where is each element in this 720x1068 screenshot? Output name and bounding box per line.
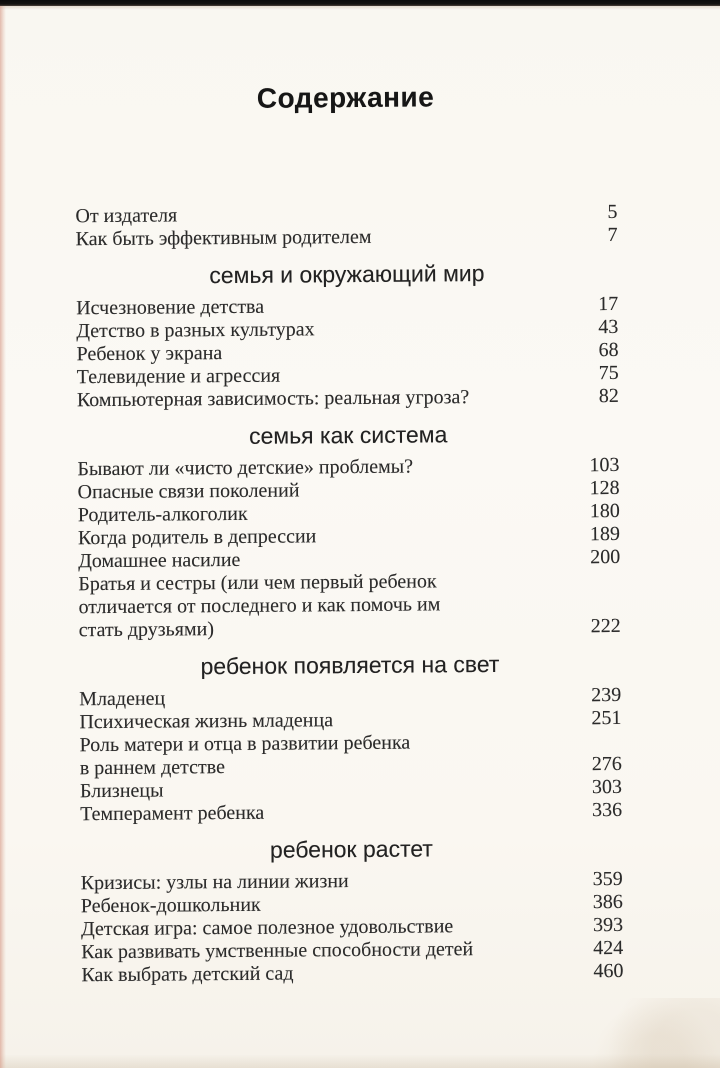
toc-entry-title <box>76 224 556 251</box>
toc-section-heading: ребенок растет <box>269 835 433 863</box>
toc-entry-title-line: Как быть эффективным родителем <box>75 225 372 251</box>
toc-entry-page: 276 <box>591 752 622 776</box>
table-of-contents <box>75 201 623 987</box>
toc-entry-title-line: Детская игра: самое полезное удовольствие <box>80 915 454 941</box>
toc-entry <box>81 960 623 987</box>
toc-entry-page: 180 <box>589 499 620 523</box>
toc-entry <box>77 385 619 412</box>
toc-entry-page: 424 <box>593 936 624 960</box>
toc-entry-title-line: Компьютерная зависимость: реальная угроза? <box>76 386 470 412</box>
toc-entry-title-line: Опасные связи поколений <box>77 479 300 504</box>
toc-entry <box>80 730 622 780</box>
toc-entry-page: 359 <box>592 867 623 891</box>
toc-entry-title <box>80 799 560 826</box>
toc-entry-title-line: Роль матери и отца в развитии ребенка <box>79 731 411 757</box>
toc-entry-page: 68 <box>598 338 619 362</box>
toc-entry <box>76 224 618 251</box>
toc-entry-title <box>77 385 557 412</box>
toc-entry-title-line: в раннем детстве <box>79 756 225 780</box>
toc-entry-page: 336 <box>592 798 623 822</box>
toc-entry-page: 82 <box>598 384 619 408</box>
toc-entry-title-line: Как выбрать детский сад <box>81 962 294 987</box>
toc-section-heading: семья и окружающий мир <box>209 260 485 289</box>
toc-entry-title-line: Ребенок-дошкольник <box>80 893 261 918</box>
scan-edge-top <box>0 0 720 6</box>
toc-entry-page: 393 <box>592 913 624 937</box>
toc-entry-title-line: стать друзьями) <box>78 618 215 642</box>
toc-entry-title-line: Бывают ли «чисто детские» проблемы? <box>77 455 414 481</box>
toc-entry-title-line: Кризисы: узлы на линии жизни <box>80 870 349 895</box>
toc-entry-page: 43 <box>598 315 619 339</box>
toc-entry <box>78 569 621 642</box>
toc-entry-title <box>81 960 561 987</box>
toc-entry-page: 17 <box>598 292 619 316</box>
toc-entry <box>80 799 622 826</box>
toc-entry-title-line: Близнецы <box>79 779 164 803</box>
toc-entry-title-line: Младенец <box>79 687 166 711</box>
page-title: Содержание <box>256 81 435 114</box>
toc-section-heading: семья как система <box>248 421 448 449</box>
toc-entry-title-line: отличается от последнего и как помочь им <box>78 593 441 619</box>
toc-entry-title-line: Братья и сестры (или чем первый ребенок <box>78 570 437 596</box>
toc-entry-title-line: Исчезновение детства <box>76 295 265 320</box>
toc-entry-title-line: Ребенок у экрана <box>76 342 223 366</box>
toc-entry-page: 386 <box>592 890 623 914</box>
toc-entry-page: 239 <box>591 683 622 707</box>
toc-entry-page: 75 <box>598 361 619 385</box>
toc-entry-page: 103 <box>589 453 620 477</box>
toc-entry-page: 303 <box>591 775 623 799</box>
toc-entry-page: 460 <box>593 959 624 983</box>
toc-entry-page: 251 <box>591 706 622 730</box>
toc-entry-page: 5 <box>607 200 618 224</box>
toc-entry-page: 222 <box>590 614 621 638</box>
toc-entry-title-line: Психическая жизнь младенца <box>79 709 334 734</box>
toc-entry-title <box>80 730 560 780</box>
toc-entry-title-line: Детство в разных культурах <box>76 318 315 343</box>
toc-entry-page: 128 <box>589 476 620 500</box>
toc-entry-page: 7 <box>607 223 618 247</box>
toc-entry-title <box>78 569 559 642</box>
toc-entry-title-line: Телевидение и агрессия <box>76 364 281 389</box>
toc-entry-title-line: Когда родитель в депрессии <box>77 525 317 550</box>
toc-entry-title-line: Домашнее насилие <box>78 548 241 573</box>
scan-corner-noise <box>560 998 720 1068</box>
toc-entry-title-line: Темперамент ребенка <box>80 801 265 826</box>
toc-entry-page: 189 <box>589 522 621 546</box>
toc-entry-page: 200 <box>590 545 621 569</box>
toc-entry-title-line: От издателя <box>75 204 178 228</box>
toc-entry-title-line: Как развивать умственные способности детей <box>81 938 474 964</box>
toc-entry-title-line: Родитель-алкоголик <box>77 502 248 527</box>
toc-section-heading: ребенок появляется на свет <box>200 650 500 680</box>
